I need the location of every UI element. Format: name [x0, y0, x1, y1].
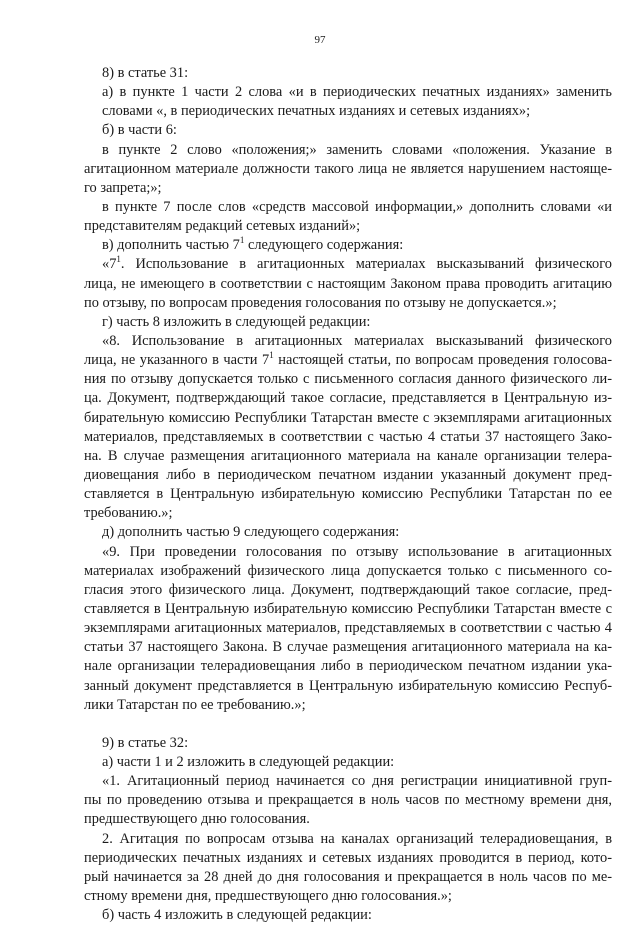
text-run: в) дополнить частью 7 — [102, 237, 240, 254]
text-line — [84, 504, 612, 523]
text-line — [84, 275, 612, 294]
text-line — [84, 217, 612, 236]
text-line — [84, 887, 612, 906]
text-run: лики Татарстан по ее требованию.»; — [84, 696, 306, 713]
text-line — [84, 313, 612, 332]
text-line — [84, 849, 612, 868]
text-run: а) в пункте 1 части 2 слова «и в периодических печатных изданиях» заменить — [102, 84, 612, 101]
text-run: «7 — [102, 256, 117, 273]
text-run: б) в части 6: — [102, 122, 177, 139]
text-run: агитационном материале должности такого лица не является нарушением настояще- — [84, 160, 612, 177]
text-run: 8) в статье 31: — [102, 65, 189, 81]
text-line — [84, 447, 612, 466]
text-line — [84, 830, 612, 849]
text-line — [84, 351, 612, 370]
text-run: статьи 37 настоящего Закона. В случае размещения агитационного материала на ка- — [84, 639, 612, 656]
text-run: б) часть 4 изложить в следующей редакции: — [102, 907, 372, 924]
superscript: 1 — [116, 254, 121, 265]
text-line — [84, 543, 612, 562]
text-run: стному времени дня, предшествующего дню голосования.»; — [84, 888, 452, 905]
text-line — [84, 179, 612, 198]
text-line — [84, 428, 612, 447]
document-body — [84, 64, 612, 925]
text-line — [84, 160, 612, 179]
text-line — [84, 657, 612, 676]
text-run: бирательную комиссию Республики Татарстан вместе с экземплярами агитационных — [84, 409, 612, 426]
text-run: ца. Документ, подтверждающий такое согласие, представляется в Центральную из- — [84, 390, 612, 407]
text-line — [84, 638, 612, 657]
text-run: предшествующего дню голосования. — [84, 811, 310, 828]
text-line — [84, 141, 612, 160]
text-run: г) часть 8 изложить в следующей редакции: — [102, 313, 371, 330]
text-line — [84, 753, 612, 772]
text-line — [84, 523, 612, 542]
text-run: представителям редакций сетевых изданий»; — [84, 218, 361, 235]
text-line — [84, 198, 612, 217]
text-run: словами «, в периодических печатных изданиях и сетевых изданиях»; — [102, 103, 531, 120]
text-line — [84, 121, 612, 140]
text-line — [84, 83, 612, 102]
text-run: требованию.»; — [84, 505, 173, 522]
text-line — [84, 734, 612, 753]
text-run: материалах изображений физического лица допускается только с письменного со- — [84, 562, 612, 579]
text-run: в пункте 2 слово «положения;» заменить словами «положения. Указание в — [102, 141, 612, 158]
text-run: экземплярами агитационных материалов, представляемых в соответствии с частью 4 — [84, 620, 612, 637]
text-run: «1. Агитационный период начинается со дня регистрации инициативной груп- — [102, 773, 612, 790]
text-line — [84, 332, 612, 351]
text-run: ставляется в Центральную избирательную комиссию Республики Татарстан по ее — [84, 486, 612, 503]
text-run: настоящей статьи, по вопросам проведения голосова- — [273, 352, 612, 369]
text-line — [84, 600, 612, 619]
text-run: «8. Использование в агитационных материалах высказываний физического — [102, 332, 612, 349]
text-run: ставляется в Центральную избирательную комиссию Республики Татарстан вместе с — [84, 600, 612, 617]
text-run: 2. Агитация по вопросам отзыва на каналах организаций телерадиовещания, в — [102, 830, 612, 847]
text-run: периодических печатных изданиях и сетевых изданиях проводится в период, кото- — [84, 849, 612, 866]
text-line — [84, 409, 612, 428]
text-line — [84, 810, 612, 829]
text-run: ния по отзыву допускается только с письменного согласия данного физического ли- — [84, 371, 612, 388]
text-line — [84, 102, 612, 121]
paragraph-gap — [84, 715, 612, 734]
page-number: 97 — [314, 34, 326, 46]
text-run: д) дополнить частью 9 следующего содержания: — [102, 524, 400, 541]
text-line — [84, 466, 612, 485]
text-line — [84, 370, 612, 389]
text-run: рый начинается за 28 дней до дня голосования и прекращается в ноль часов по ме- — [84, 868, 612, 885]
text-line — [84, 485, 612, 504]
text-run: в пункте 7 после слов «средств массовой информации,» дополнить словами «и — [102, 198, 612, 215]
text-run: материалов, представляемых в соответствии с частью 4 статьи 37 настоящего Зако- — [84, 428, 612, 445]
text-line — [84, 236, 612, 255]
superscript: 1 — [239, 235, 245, 246]
text-line — [84, 562, 612, 581]
text-run: нале организации телерадиовещания либо в периодическом печатном издании ука- — [84, 658, 612, 675]
superscript: 1 — [269, 350, 274, 361]
text-run: 9) в статье 32: — [102, 734, 189, 751]
text-run: пы по проведению отзыва и прекращается в ноль часов по местному времени дня, — [84, 792, 612, 809]
text-line — [84, 581, 612, 600]
text-line — [84, 389, 612, 408]
text-run: «9. При проведении голосования по отзыву использование в агитационных — [102, 543, 612, 560]
text-run: гласия этого физического лица. Документ, подтверждающий такое согласие, пред- — [84, 581, 612, 598]
text-line — [84, 255, 612, 274]
text-run: . Использование в агитационных материалах высказываний физического — [120, 256, 612, 273]
text-run: го запрета;»; — [84, 179, 162, 196]
text-line — [84, 64, 612, 83]
text-run: на. В случае размещения агитационного материала на канале организации телера- — [84, 447, 612, 464]
text-run: лица, не имеющего в соответствии с настоящим Законом права проводить агитацию — [84, 275, 612, 292]
text-line — [84, 791, 612, 810]
text-run: диовещания либо в периодическом печатном издании указанный документ пред- — [84, 466, 612, 483]
text-run: по отзыву, по вопросам проведения голосования по отзыву не допускается.»; — [84, 294, 557, 311]
text-line — [84, 619, 612, 638]
text-run: занный документ представляется в Центральную избирательную комиссию Респуб- — [84, 677, 612, 694]
text-run: а) части 1 и 2 изложить в следующей редакции: — [102, 754, 395, 771]
text-line — [84, 677, 612, 696]
text-run: следующего содержания: — [244, 237, 404, 254]
text-line — [84, 868, 612, 887]
text-run: лица, не указанного в части 7 — [84, 352, 270, 369]
text-line — [84, 696, 612, 715]
text-line — [84, 906, 612, 925]
text-line — [84, 772, 612, 791]
text-line — [84, 294, 612, 313]
